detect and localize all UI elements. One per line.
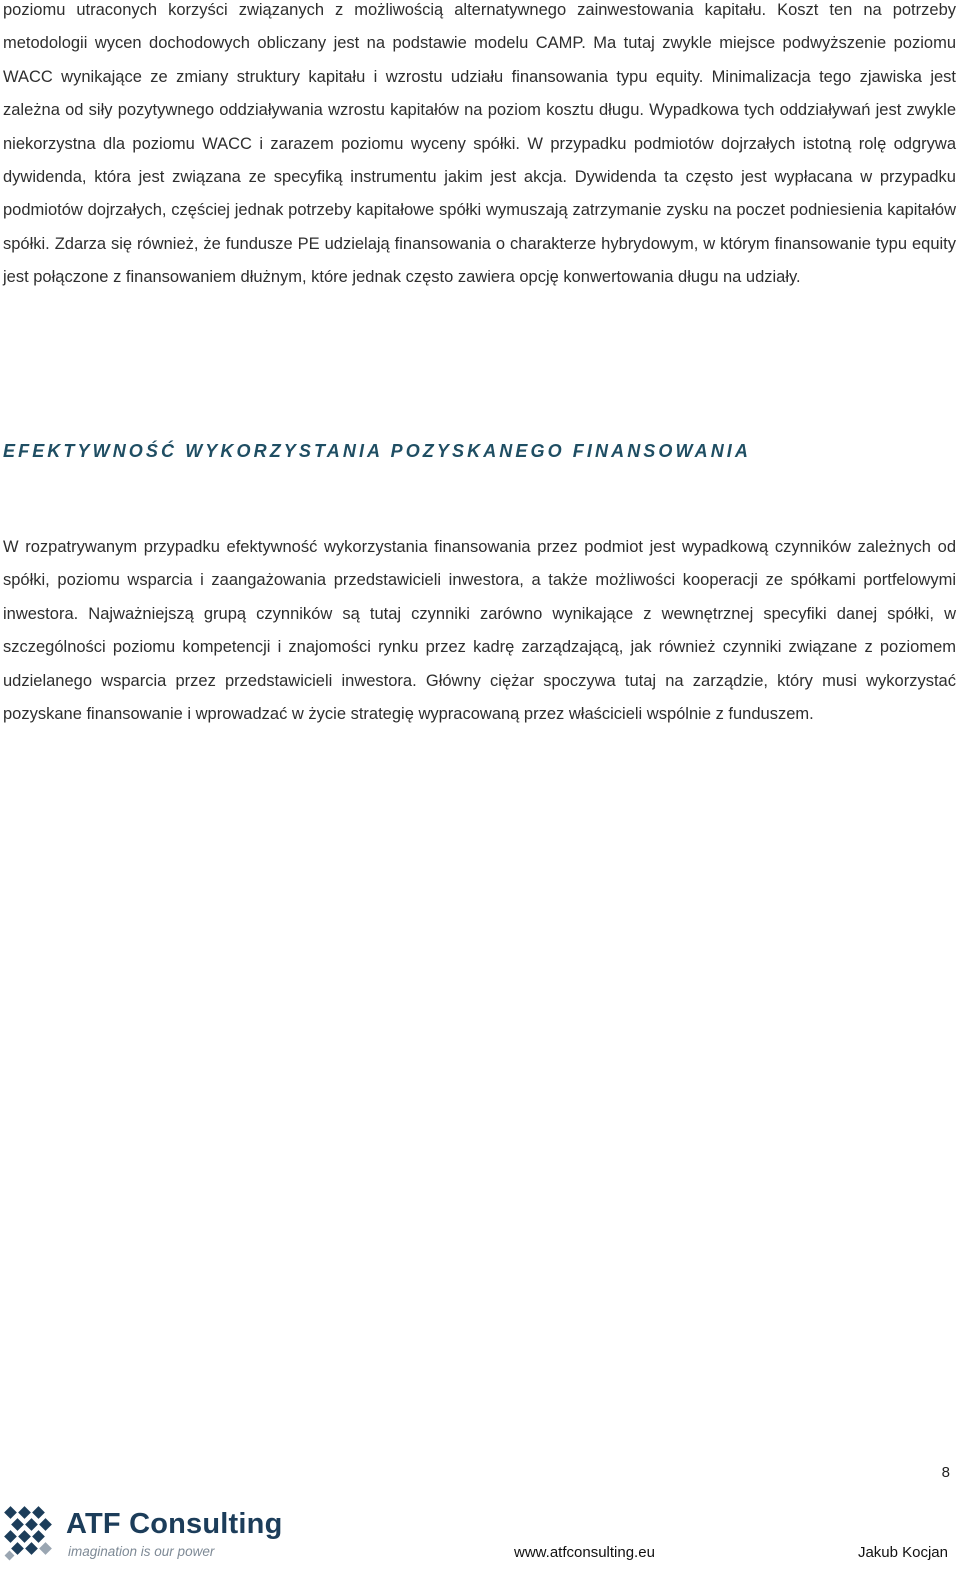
website-link[interactable]: www.atfconsulting.eu [514, 1544, 655, 1561]
logo-company-name: ATF Consulting [66, 1508, 283, 1540]
logo-mark-icon [2, 1506, 58, 1562]
body-paragraph-2: W rozpatrywanym przypadku efektywność wykorzystania finansowania przez podmiot jest wypadkową czynników zależnych od spółki, poziomu wsparcia i zaangażowania przedstawicieli inwestora, a także możliwości kooperacji ze spółkami portfelowymi inwestora. Najważniejszą grupą czynników są tutaj czynniki zarówno wynikające z wewnętrznej specyfiki danej spółki, w szczególności poziomu kompetencji i znajomości rynku przez kadrę zarządzającą, jak również czynniki związane z poziomem udzielanego wsparcia przez przedstawicieli inwestora. Główny ciężar spoczywa tutaj na zarządzie, który musi wykorzystać pozyskane finansowanie i wprowadzać w życie strategię wypracowaną przez właścicieli wspólnie z funduszem. [3, 538, 956, 724]
body-paragraph-1: poziomu utraconych korzyści związanych z możliwością alternatywnego zainwestowania kapitału. Koszt ten na potrzeby metodologii wycen dochodowych obliczany jest na podstawie modelu CAMP. Ma tutaj zwykle miejsce podwyższenie poziomu WACC wynikające ze zmiany struktury kapitału i wzrostu udziału finansowania typu equity. Minimalizacja tego zjawiska jest zależna od siły pozytywnego oddziaływania wzrostu kapitałów na poziom kosztu długu. Wypadkowa tych oddziaływań jest zwykle niekorzystna dla poziomu WACC i zarazem poziomu wyceny spółki. W przypadku podmiotów dojrzałych istotną rolę odgrywa dywidenda, która jest związana ze specyfiką instrumentu jakim jest akcja. Dywidenda ta często jest wypłacana w przypadku podmiotów dojrzałych, częściej jednak potrzeby kapitałowe spółki wymuszają zatrzymanie zysku na poczet podniesienia kapitałów spółki. Zdarza się również, że fundusze PE udzielają finansowania o charakterze hybrydowym, w którym finansowanie typu equity jest połączone z finansowaniem dłużnym, które jednak często zawiera opcję konwertowania długu na udziały. [3, 1, 956, 287]
footer-author: Jakub Kocjan [857, 1544, 948, 1561]
page-footer [0, 1500, 960, 1582]
section-heading: EFEKTYWNOŚĆ WYKORZYSTANIA POZYSKANEGO FINANSOWANIA [3, 441, 752, 461]
page-number: 8 [941, 1464, 950, 1481]
logo-tagline: imagination is our power [68, 1544, 215, 1559]
company-logo [2, 1504, 302, 1564]
